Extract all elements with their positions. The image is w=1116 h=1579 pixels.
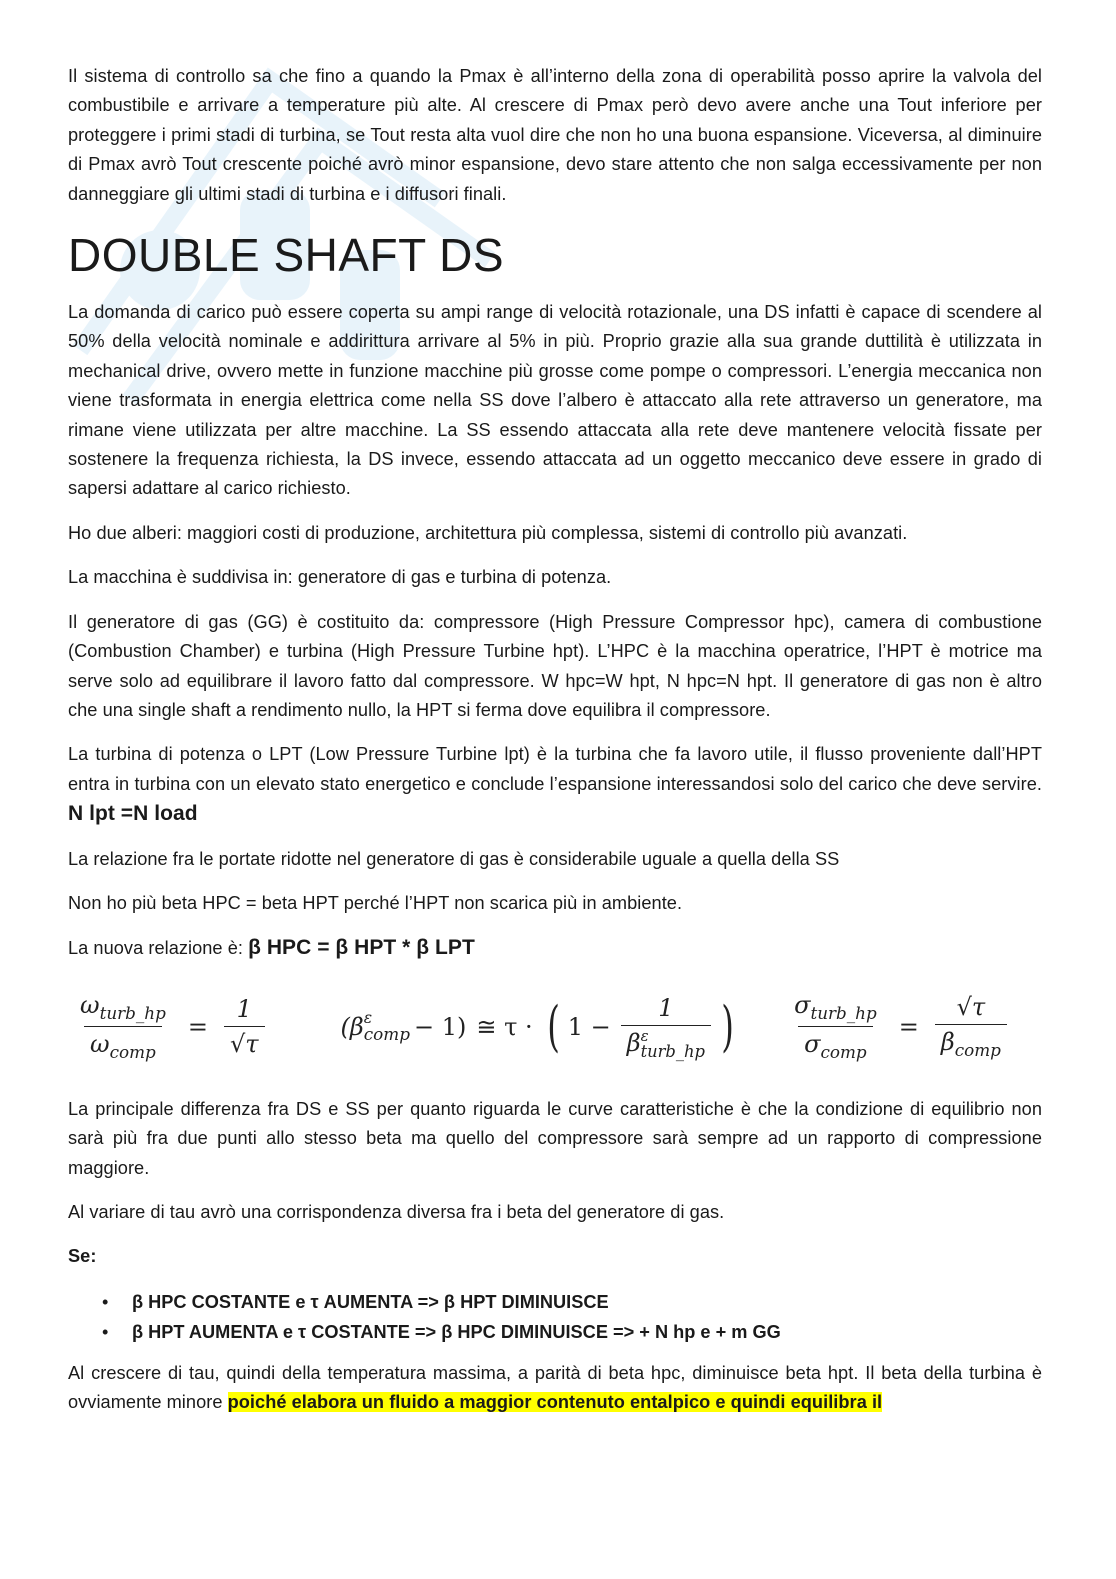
paragraph-two-shafts: Ho due alberi: maggiori costi di produzione, architettura più complessa, sistemi di controllo più avanzati.: [68, 522, 908, 543]
document-page: [68, 62, 1042, 1433]
paragraph-reduced-flow: La relazione fra le portate ridotte nel generatore di gas è considerabile uguale a quella della SS: [68, 848, 840, 869]
formula-row: [68, 979, 1042, 1075]
paragraph-ds-vs-ss: La principale differenza fra DS e SS per quanto riguarda le curve caratteristiche è che la condizione di equilibrio non sarà più fra due punti allo stesso beta ma quello del compressore sarà sempre ad un rapporto di compressione maggiore.: [68, 1098, 1042, 1178]
new-relation-text: La nuova relazione è:: [68, 938, 249, 959]
power-turbine-equation: N lpt =N load: [68, 802, 198, 826]
tau-increase-text: Al crescere di tau, quindi della temperatura massima, a parità di beta hpc, diminuisce beta hpt. Il beta della turbina è ovviamente minore: [68, 1362, 1042, 1413]
se-label: Se:: [68, 1246, 97, 1267]
paragraph-machine-split: La macchina è suddivisa in: generatore di gas e turbina di potenza.: [68, 567, 612, 588]
section-heading: DOUBLE SHAFT DS: [68, 229, 505, 282]
list-item: • β HPT AUMENTA e τ COSTANTE => β HPC DIMINUISCE => + N hp e + m GG: [132, 1317, 1042, 1347]
paragraph-tau-variation: Al variare di tau avrò una corrispondenza diversa fra i beta del generatore di gas.: [68, 1201, 725, 1222]
paragraph-gas-generator: Il generatore di gas (GG) è costituito da: compressore (High Pressure Compressor hpc), camera di combustione (Combustion Chamber) e turbina (High Pressure Turbine hpt). L’HPC è la macchina operatrice, l’HPT è motrice ma serve solo ad equilibrare il lavoro fatto dal compressore. W hpc=W hpt, N hpc=N hpt. Il generatore di gas non è altro che una single shaft a rendimento nullo, la HPT si ferma dove equilibra il compressore.: [68, 611, 1042, 720]
list-item: • β HPC COSTANTE e τ AUMENTA => β HPT DIMINUISCE: [132, 1287, 1042, 1317]
highlighted-text: poiché elabora un fluido a maggior contenuto entalpico e quindi equilibra il: [227, 1392, 883, 1413]
power-turbine-text: La turbina di potenza o LPT (Low Pressure Turbine lpt) è la turbina che fa lavoro utile, il flusso proveniente dall’HPT entra in turbina con un elevato stato energetico e conclude l’espansione interessandosi solo del carico che deve servire.: [68, 744, 1042, 794]
paragraph-tau-increase: [68, 1359, 1042, 1418]
paragraph-new-relation: [68, 933, 1042, 963]
formula-omega-ratio: $\frac{\omega_{turb\_hp}}{\omega_{comp}}$ = $\frac{1}{√\tau}$: [68, 991, 271, 1062]
paragraph-beta-relation: Non ho più beta HPC = beta HPT perché l’HPT non scarica più in ambiente.: [68, 892, 683, 913]
new-relation-equation: β HPC = β HPT * β LPT: [248, 936, 475, 960]
paragraph-control-system: Il sistema di controllo sa che fino a quando la Pmax è all’interno della zona di operabilità posso aprire la valvola del combustibile e arrivare a temperature più alte. Al crescere di Pmax però devo avere anche una Tout inferiore per proteggere i primi stadi di turbina, se Tout resta alta vuol dire che non ho una buona espansione. Viceversa, al diminuire di Pmax avrò Tout crescente poiché avrò minor espansione, devo stare attento che non salga eccessivamente per non danneggiare gli ultimi stadi di turbina e i diffusori finali.: [68, 66, 1042, 204]
formula-beta-tau: (β ε comp − 1) ≅ τ · ( 1 − 1 β ε turb_hp ): [340, 993, 734, 1061]
bullet-list: [68, 1287, 1042, 1347]
paragraph-power-turbine: [68, 740, 1042, 829]
paragraph-load-demand: La domanda di carico può essere coperta su ampi range di velocità rotazionale, una DS infatti è capace di scendere al 50% della velocità nominale e addirittura arrivare al 5% in più. Proprio grazie alla sua grande duttilità è utilizzata in mechanical drive, ovvero mette in funzione macchine più grosse come pompe o compressori. L’energia meccanica non viene trasformata in energia elettrica come nella SS dove l’albero è attaccato alla rete attraverso un generatore, ma rimane viene utilizzata per altre macchine. La SS essendo attaccata alla rete deve mantenere velocità fissate per sostenere la frequenza richiesta, la DS invece, essendo attaccata ad un oggetto meccanico deve essere in grado di sapersi adattare al carico richiesto.: [68, 302, 1042, 499]
formula-sigma-ratio: $\frac{\sigma_{turb\_hp}}{\sigma_{comp}}$ = $\frac{√\tau}{\beta_{comp}}$: [782, 991, 1013, 1062]
